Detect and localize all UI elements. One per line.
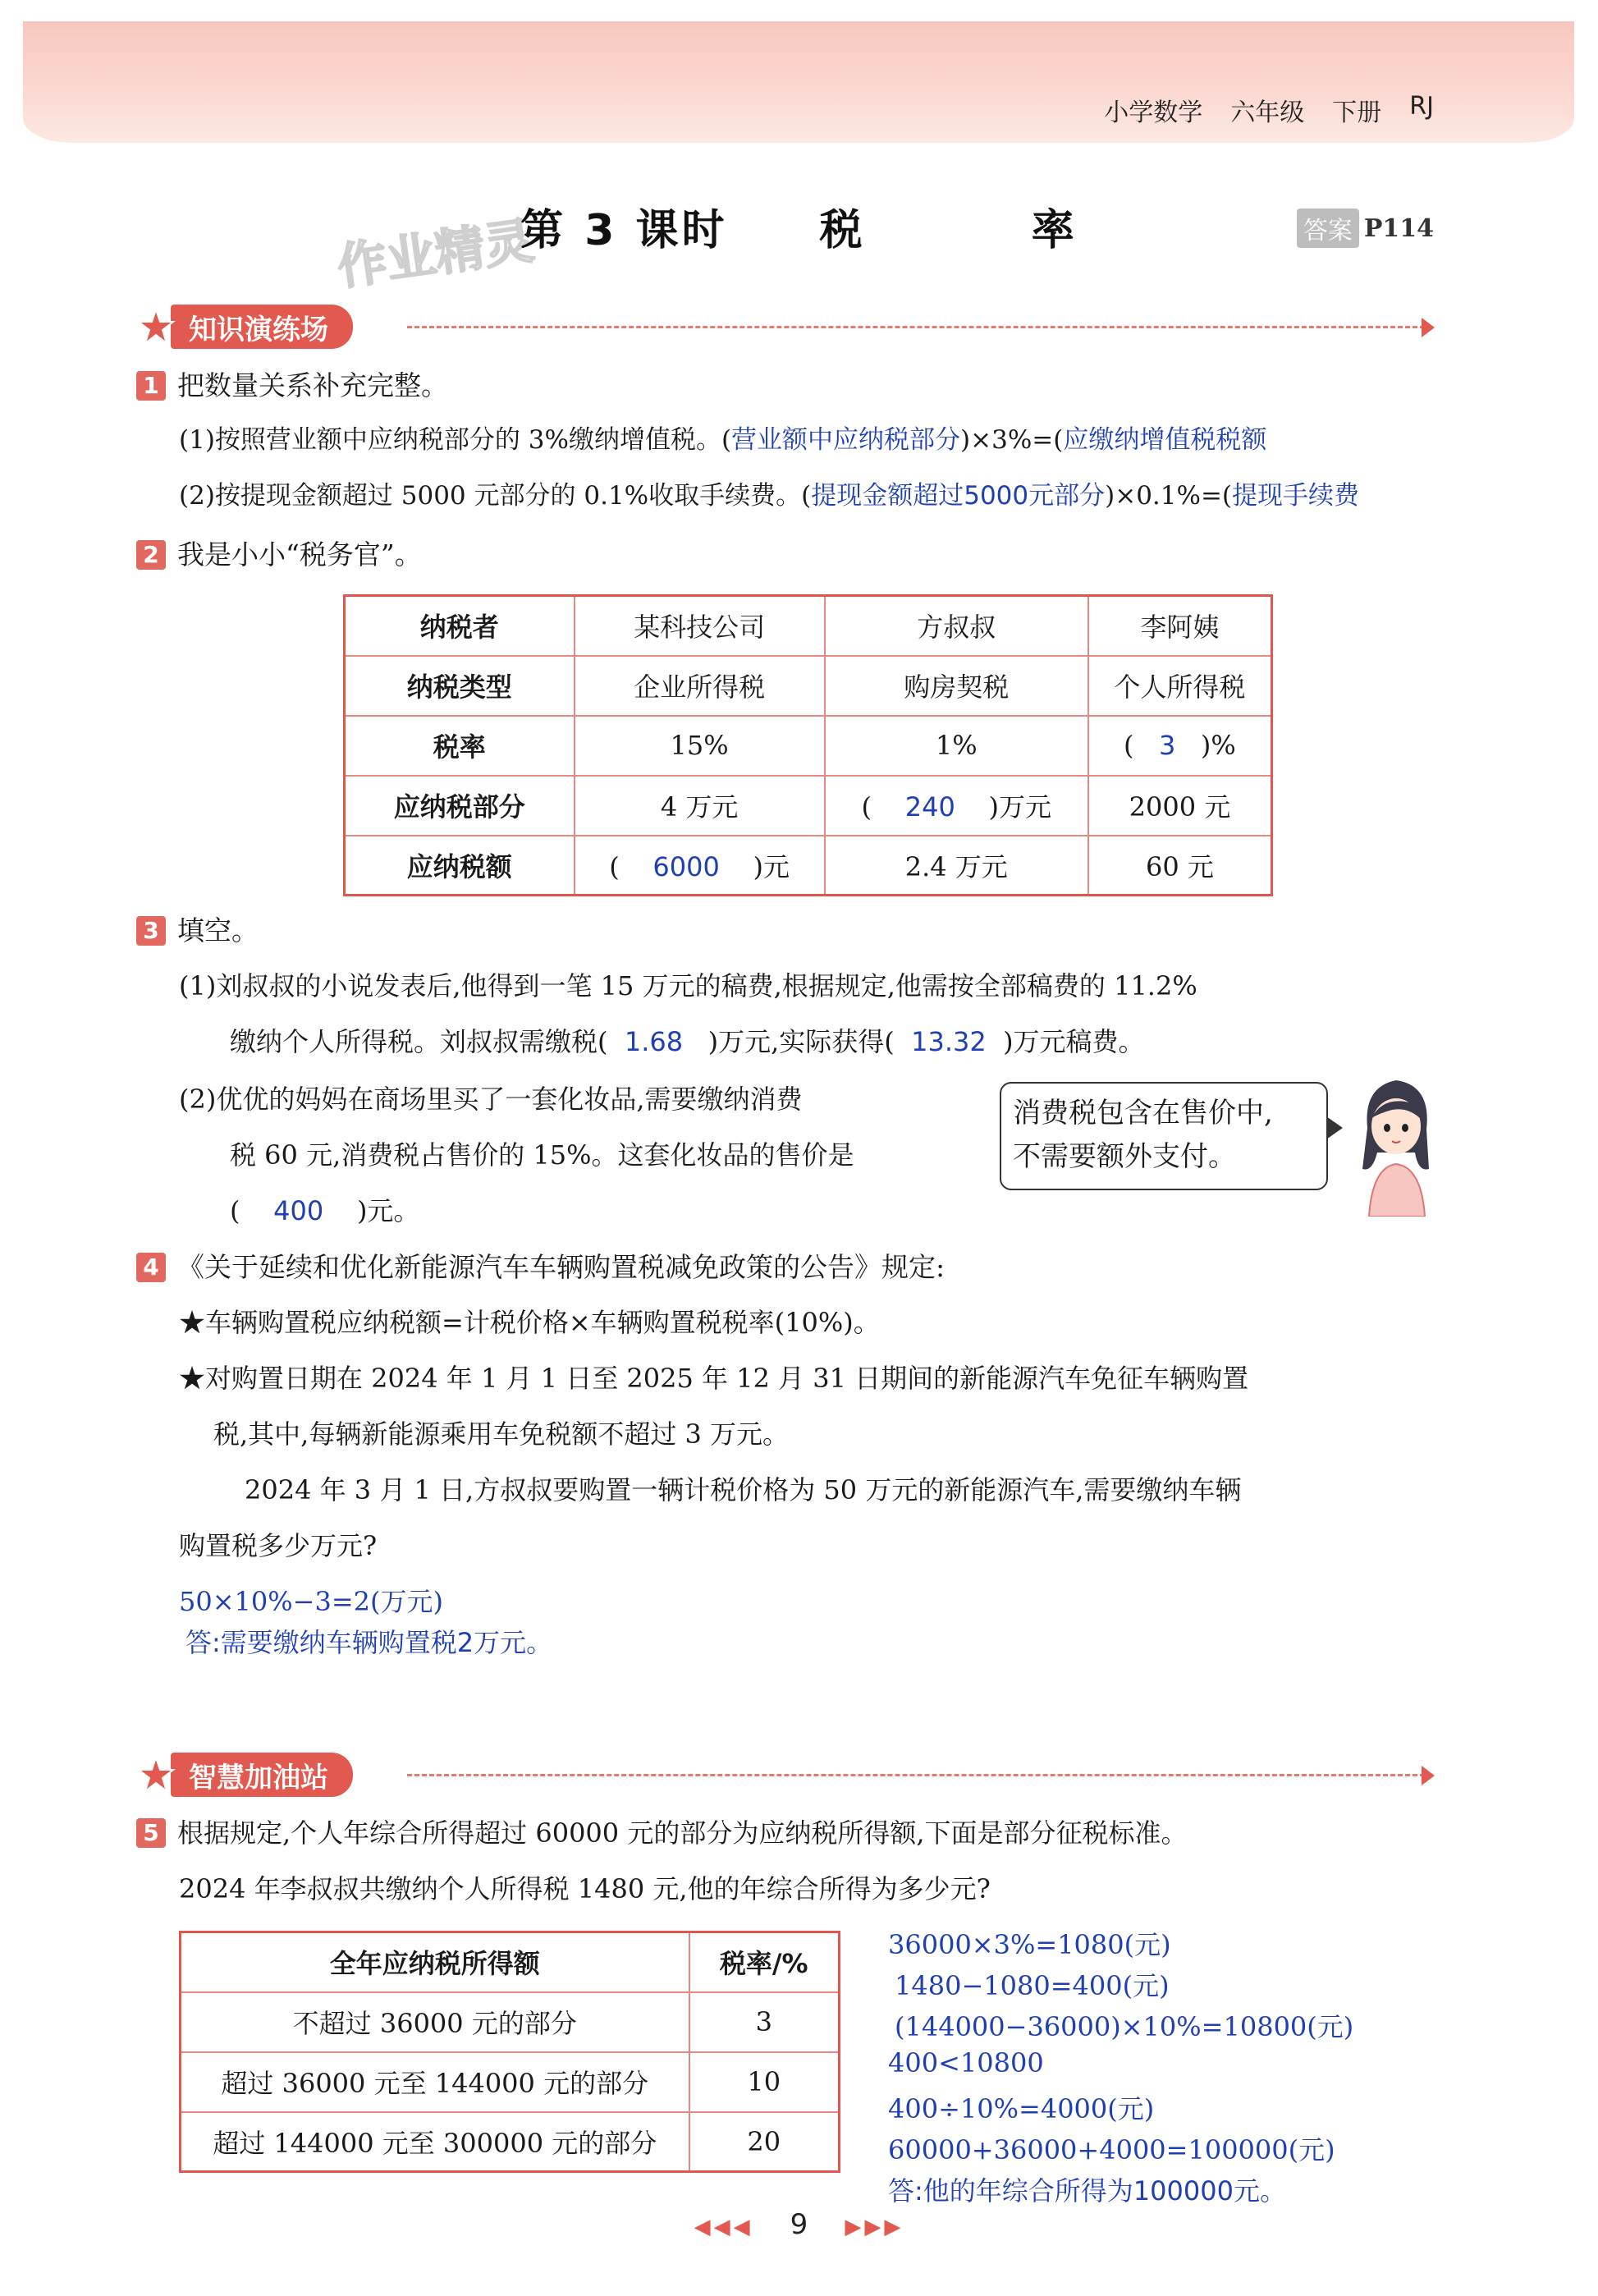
- table-cell: 2000 元: [1088, 776, 1272, 836]
- prev-arrows-icon: ◀◀◀: [694, 2215, 753, 2239]
- section-banner-practice: [136, 304, 353, 350]
- q2-stem-text: 我是小小“税务官”。: [177, 538, 422, 571]
- q4-rule-2-line2: 税,其中,每辆新能源乘用车免税额不超过 3 万元。: [213, 1418, 790, 1450]
- table-row-head: 应纳税部分: [345, 776, 575, 836]
- blank-open: (: [1124, 730, 1134, 761]
- q4-number: 4: [136, 1253, 166, 1282]
- table-cell: 企业所得税: [575, 656, 825, 716]
- q3-part1-line2: [230, 1026, 1145, 1057]
- answer-tag: 答案: [1297, 209, 1359, 248]
- q1-stem: [136, 369, 448, 402]
- q5-answer: 答:他的年综合所得为100000元。: [888, 2175, 1286, 2207]
- q3-part2-line1: (2)优优的妈妈在商场里买了一套化妆品,需要缴纳消费: [179, 1084, 803, 1115]
- tax-amount-answer: 6000: [652, 850, 720, 882]
- taxable-part-answer: 240: [904, 791, 955, 823]
- q3-tax-answer: 1.68: [624, 1026, 684, 1057]
- girl-illustration-icon: [1351, 1070, 1441, 1217]
- table-cell: 购房契税: [825, 656, 1088, 716]
- q3-part1-text-a: 缴纳个人所得税。刘叔叔需缴税(: [230, 1026, 608, 1057]
- tax-rate-answer: 3: [1159, 730, 1176, 761]
- table-row-head: 纳税类型: [345, 656, 575, 716]
- answer-page: P114: [1363, 213, 1434, 243]
- lesson-title-char-2: 率: [1031, 206, 1078, 255]
- q4-stem-text: 《关于延续和优化新能源汽车车辆购置税减免政策的公告》规定:: [177, 1251, 946, 1283]
- table-row-head: 纳税者: [345, 596, 575, 656]
- blank-close: )万元: [988, 791, 1051, 823]
- table-cell: 3: [689, 1992, 840, 2052]
- q5-stem-line1: [136, 1817, 1188, 1849]
- answer-reference: [1297, 209, 1434, 248]
- q3-part2-line2: 税 60 元,消费税占售价的 15%。这套化妆品的售价是: [230, 1139, 854, 1171]
- star-icon: [136, 307, 176, 346]
- table-cell: 15%: [575, 716, 825, 776]
- q3-price-answer: 400: [273, 1195, 324, 1226]
- q5-stem-text-1: 根据规定,个人年综合所得超过 60000 元的部分为应纳税所得额,下面是部分征税标准。: [177, 1817, 1188, 1849]
- lesson-number: 第 3 课时: [520, 206, 728, 255]
- next-arrows-icon: ▶▶▶: [845, 2215, 904, 2239]
- table-row: [181, 2052, 840, 2112]
- q1-part2-answer-1: 提现金额超过5000元部分: [811, 481, 1106, 511]
- column-header-range: 全年应纳税所得额: [181, 1932, 689, 1992]
- watermark-logo: 作业精灵: [333, 212, 538, 297]
- blank-open: (: [861, 791, 872, 823]
- bubble-line-2: 不需要额外支付。: [1013, 1139, 1236, 1173]
- blank-close: )元。: [356, 1195, 420, 1226]
- table-cell-blank: [825, 776, 1088, 836]
- q3-net-answer: 13.32: [911, 1026, 987, 1057]
- table-cell: 某科技公司: [575, 596, 825, 656]
- q1-number: 1: [136, 371, 166, 401]
- blank-close: )元: [753, 850, 790, 882]
- table-cell: 4 万元: [575, 776, 825, 836]
- table-row-head: 应纳税额: [345, 836, 575, 896]
- page-number: 9: [790, 2208, 808, 2241]
- table-cell-blank: [575, 836, 825, 896]
- table-cell: 60 元: [1088, 836, 1272, 896]
- header-volume: 下册: [1332, 99, 1382, 127]
- table-cell: 1%: [825, 716, 1088, 776]
- section-label-practice: 知识演练场: [171, 305, 353, 349]
- q1-part1-answer-2: 应缴纳增值税税额: [1063, 425, 1267, 455]
- table-cell: 超过 36000 元至 144000 元的部分: [181, 2052, 689, 2112]
- q3-part2-line3: [230, 1195, 419, 1226]
- table-row-head: 税率: [345, 716, 575, 776]
- star-icon: [136, 1755, 176, 1794]
- q3-number: 3: [136, 916, 166, 946]
- table-cell: 超过 144000 元至 300000 元的部分: [181, 2112, 689, 2172]
- q1-part1: [179, 425, 1266, 456]
- q1-part1-text: (1)按照营业额中应纳税部分的 3%缴纳增值税。(: [179, 425, 732, 455]
- page-footer: [0, 2208, 1598, 2241]
- q5-number: 5: [136, 1818, 166, 1848]
- q1-part2-mid: )×0.1%=(: [1105, 481, 1233, 511]
- table-cell: 20: [689, 2112, 840, 2172]
- q2-stem: [136, 538, 422, 571]
- q3-part1-text-b: )万元,实际获得(: [707, 1026, 895, 1057]
- header-grade: 六年级: [1230, 99, 1305, 127]
- q4-rule-1: ★车辆购置税应纳税额=计税价格×车辆购置税税率(10%)。: [179, 1307, 880, 1338]
- q5-working-line: 36000×3%=1080(元): [888, 1929, 1171, 1960]
- column-header-rate: 税率/%: [689, 1932, 840, 1992]
- q3-part1-text-c: )万元稿费。: [1003, 1026, 1145, 1057]
- tax-bracket-table: [179, 1931, 840, 2173]
- table-row: [181, 1992, 840, 2052]
- blank-open: (: [230, 1195, 240, 1226]
- q1-part2-answer-2: 提现手续费: [1232, 481, 1360, 511]
- q4-question-line1: 2024 年 3 月 1 日,方叔叔要购置一辆计税价格为 50 万元的新能源汽车,需要缴纳车辆: [245, 1474, 1242, 1505]
- table-cell: 2.4 万元: [825, 836, 1088, 896]
- q1-stem-text: 把数量关系补充完整。: [177, 369, 448, 401]
- q4-answer: 答:需要缴纳车辆购置税2万元。: [185, 1627, 553, 1658]
- tax-table: [343, 594, 1273, 896]
- table-row: [181, 1932, 840, 1992]
- table-row: [345, 716, 1272, 776]
- q1-part1-mid: )×3%=(: [960, 425, 1064, 455]
- table-cell: 方叔叔: [825, 596, 1088, 656]
- q3-stem-text: 填空。: [177, 914, 259, 946]
- table-row: [345, 836, 1272, 896]
- q1-part2: [179, 481, 1359, 511]
- header-meta: [1104, 92, 1434, 128]
- table-row: [345, 596, 1272, 656]
- q3-part1-line1: (1)刘叔叔的小说发表后,他得到一笔 15 万元的稿费,根据规定,他需按全部稿费的 11.2%: [179, 970, 1197, 1001]
- bubble-line-1: 消费税包含在售价中,: [1013, 1097, 1273, 1130]
- header-edition: RJ: [1409, 92, 1434, 121]
- table-row: [181, 2112, 840, 2172]
- q5-working-line: (144000−36000)×10%=10800(元): [895, 2011, 1354, 2042]
- q1-part2-text: (2)按提现金额超过 5000 元部分的 0.1%收取手续费。(: [179, 481, 812, 511]
- q4-working: 50×10%−3=2(万元): [179, 1586, 443, 1617]
- q3-stem: [136, 914, 259, 947]
- table-cell-blank: [1088, 716, 1272, 776]
- table-cell: 李阿姨: [1088, 596, 1272, 656]
- q1-part1-answer-1: 营业额中应纳税部分: [731, 425, 961, 455]
- lesson-title-char-1: 税: [819, 206, 866, 255]
- q4-rule-2-line1: ★对购置日期在 2024 年 1 月 1 日至 2025 年 12 月 31 日期间的新能源汽车免征车辆购置: [179, 1363, 1249, 1394]
- speech-bubble: [1000, 1082, 1328, 1190]
- header-subject: 小学数学: [1104, 99, 1203, 127]
- q4-stem: [136, 1251, 945, 1284]
- table-row: [345, 776, 1272, 836]
- blank-open: (: [609, 850, 620, 882]
- section-label-challenge: 智慧加油站: [171, 1753, 353, 1797]
- table-cell: 10: [689, 2052, 840, 2112]
- blank-close: )%: [1200, 730, 1236, 761]
- q5-working-line: 1480−1080=400(元): [895, 1970, 1170, 2001]
- table-cell: 不超过 36000 元的部分: [181, 1992, 689, 2052]
- q5-working-line: 60000+36000+4000=100000(元): [888, 2134, 1335, 2165]
- q5-working-line: 400÷10%=4000(元): [888, 2093, 1155, 2124]
- table-row: [345, 656, 1272, 716]
- q2-number: 2: [136, 540, 166, 570]
- q4-question-line2: 购置税多少万元?: [179, 1530, 378, 1561]
- q5-working-line: 400<10800: [888, 2047, 1044, 2078]
- table-cell: 个人所得税: [1088, 656, 1272, 716]
- q5-stem-line2: 2024 年李叔叔共缴纳个人所得税 1480 元,他的年综合所得为多少元?: [179, 1873, 991, 1904]
- section-banner-challenge: [136, 1752, 353, 1798]
